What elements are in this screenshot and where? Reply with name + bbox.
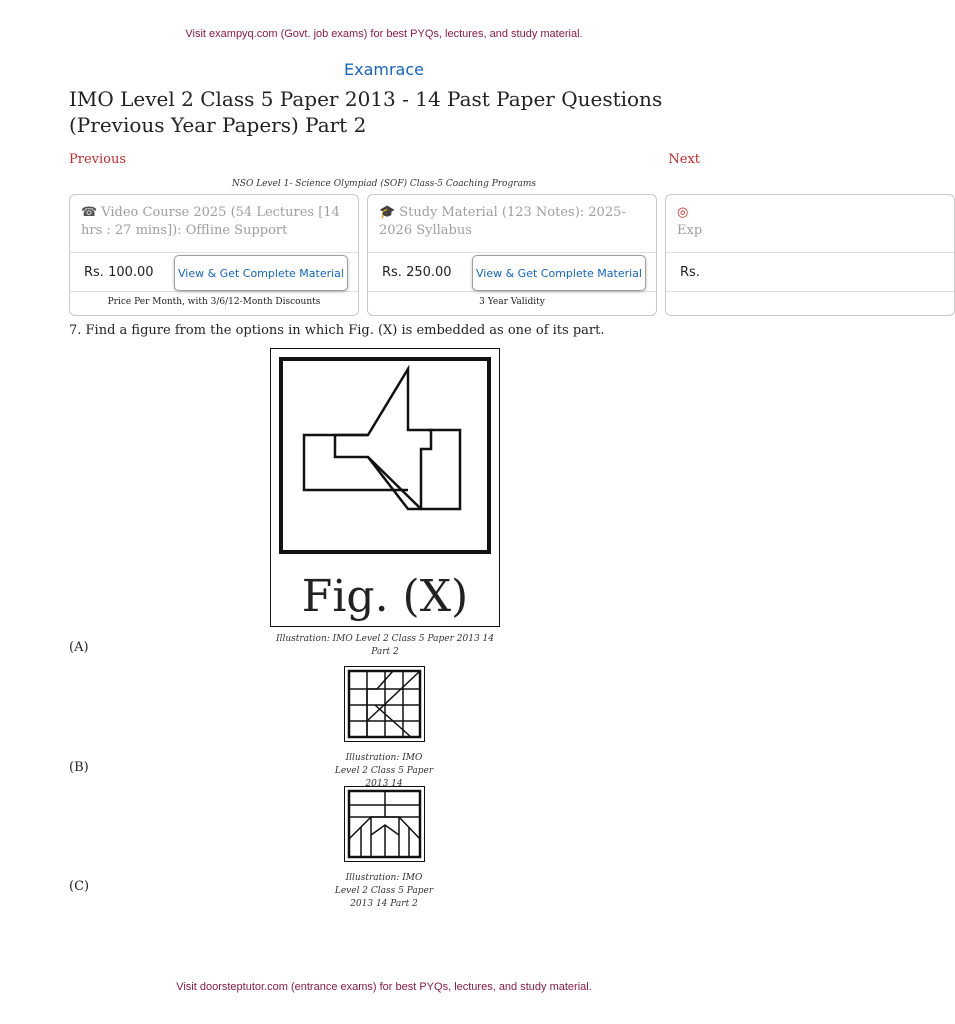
option-b-label: (B) [69,760,89,775]
figure-x-caption: Illustration: IMO Level 2 Class 5 Paper 2013 14 Part 2 [276,634,494,657]
option-a-figure [344,666,425,742]
promo-card-video-course [69,194,359,316]
previous-link[interactable]: Previous [69,152,127,167]
option-b-caption: Illustration: IMO Level 2 Class 5 Paper 2013 14 Part 2 [334,873,434,909]
option-a-caption: Illustration: IMO Level 2 Class 5 Paper 2013 14 [334,753,434,789]
card-footer: Price Per Month, with 3/6/12-Month Discounts [107,297,321,307]
option-a-label: (A) [69,640,89,655]
top-banner[interactable]: Visit exampyq.com (Govt. job exams) for best PYQs, lectures, and study material. [185,28,583,40]
option-c-label: (C) [69,879,90,894]
promo-cards-carousel[interactable] [69,194,703,316]
view-material-button[interactable]: View & Get Complete Material [174,255,348,291]
card-price-row [368,252,656,292]
view-material-button[interactable]: View & Get Complete Material [472,255,646,291]
next-link[interactable]: Next [668,152,700,167]
card-title [81,204,353,240]
video-icon: ☎ [81,205,98,220]
option-b-figure [344,786,425,862]
site-name[interactable]: Examrace [344,60,424,79]
card-price-row [70,252,358,292]
card-title-text: Exp [677,223,703,238]
promo-heading: NSO Level 1- Science Olympiad (SOF) Class-5 Coaching Programs [231,179,537,189]
card-price: Rs. [680,265,700,280]
promo-card-partial [665,194,955,316]
figure-x-drawing [271,349,499,626]
graduation-cap-icon: 🎓 [379,205,396,220]
card-title [379,204,651,240]
card-price: Rs. 100.00 [84,265,154,280]
option-a-drawing [345,667,424,741]
card-title [677,204,949,240]
bottom-banner[interactable]: Visit doorsteptutor.com (entrance exams) for best PYQs, lectures, and study material. [176,981,592,993]
card-title-text: Video Course 2025 (54 Lectures [14 hrs : 27 mins]): Offline Support [81,205,340,238]
promo-card-study-material [367,194,657,316]
page-title: IMO Level 2 Class 5 Paper 2013 - 14 Past Paper Questions (Previous Year Papers) Part 2 [69,87,663,137]
figure-x-label: Fig. (X) [301,571,469,622]
option-b-drawing [345,787,424,861]
target-icon: ◎ [677,205,689,220]
figure-x [270,348,500,627]
card-price: Rs. 250.00 [382,265,452,280]
card-price-row [666,252,954,292]
question-text: 7. Find a figure from the options in which Fig. (X) is embedded as one of its part. [69,323,605,338]
card-footer: 3 Year Validity [479,297,545,307]
card-title-text: Study Material (123 Notes): 2025-2026 Syllabus [379,205,626,238]
